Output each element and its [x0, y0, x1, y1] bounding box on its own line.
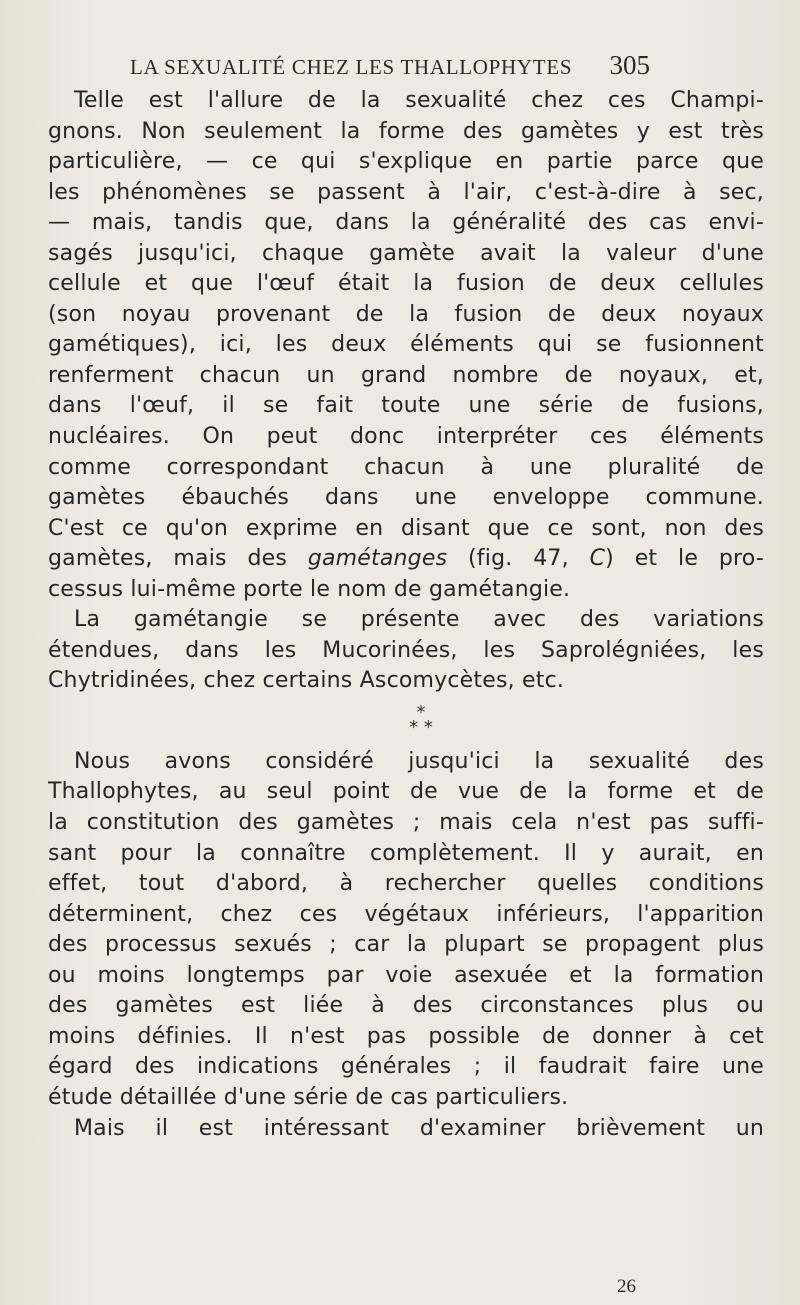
text-line: gamétiques), ici, les deux éléments qui se fusionnent: [48, 332, 764, 358]
text-fragment: ) et le pro-: [605, 546, 764, 572]
asterisk-bottom: * *: [409, 716, 433, 738]
text-line: nucléaires. On peut donc interpréter ces éléments: [48, 424, 764, 450]
body-text: [48, 86, 764, 1144]
text-line: Mais il est intéressant d'examiner brièvement un: [74, 1115, 764, 1141]
text-line: renferment chacun un grand nombre de noyaux, et,: [48, 362, 764, 388]
text-fragment: (fig. 47,: [447, 546, 590, 572]
text-line: particulière, — ce qui s'explique en partie parce que: [48, 149, 764, 175]
text-line: C'est ce qu'on exprime en disant que ce sont, non des: [48, 515, 764, 541]
text-line: Telle est l'allure de la sexualité chez ces Champi-: [74, 88, 764, 113]
running-head: [130, 50, 650, 81]
text-line-last: Chytridinées, chez certains Ascomycètes, etc.: [48, 668, 565, 694]
text-line-gametanges: [48, 544, 764, 575]
text-line: les phénomènes se passent à l'air, c'est-à-dire à sec,: [48, 179, 764, 205]
text-line: — mais, tandis que, dans la généralité des cas envi-: [48, 210, 764, 236]
text-line: ou moins longtemps par voie asexuée et la formation: [48, 962, 764, 988]
text-line: sant pour la connaître complètement. Il y aurait, en: [48, 840, 764, 866]
text-line: Thallophytes, au seul point de vue de la forme et de: [48, 779, 764, 805]
text-line: La gamétangie se présente avec des variations: [74, 607, 764, 633]
text-line: dans l'œuf, il se fait toute une série de fusions,: [48, 393, 764, 419]
signature-mark: 26: [617, 1276, 636, 1297]
term-gametanges: gamétanges: [307, 546, 448, 572]
paragraph-examiner: [48, 1114, 764, 1145]
text-line: cellule et que l'œuf était la fusion de deux cellules: [48, 271, 764, 297]
text-line: sagés jusqu'ici, chaque gamète avait la valeur d'une: [48, 240, 764, 266]
text-line-last: étude détaillée d'une série de cas particuliers.: [48, 1084, 569, 1110]
paragraph-gametangie: [48, 605, 764, 697]
asterisk-top: *: [416, 701, 426, 723]
page-number: 305: [609, 50, 650, 80]
section-separator: [48, 701, 764, 738]
text-line: des processus sexués ; car la plupart se propagent plus: [48, 932, 764, 958]
text-line: étendues, dans les Mucorinées, les Saprolégniées, les: [48, 637, 764, 663]
text-line: déterminent, chez ces végétaux inférieurs, l'apparition: [48, 901, 764, 927]
text-line: gnons. Non seulement la forme des gamètes y est très: [48, 118, 764, 144]
running-title: LA SEXUALITÉ CHEZ LES THALLOPHYTES: [130, 55, 573, 79]
text-line: effet, tout d'abord, à rechercher quelles conditions: [48, 871, 764, 897]
text-line: des gamètes est liée à des circonstances plus ou: [48, 993, 764, 1019]
text-line: comme correspondant chacun à une pluralité de: [48, 454, 764, 480]
figure-letter: C: [589, 546, 606, 572]
paragraph-sexualite-champignons: [48, 86, 764, 605]
text-line: égard des indications générales ; il faudrait faire une: [48, 1054, 764, 1080]
text-line: gamètes ébauchés dans une enveloppe commune.: [48, 485, 764, 511]
text-line: la constitution des gamètes ; mais cela n'est pas suffi-: [48, 810, 764, 836]
text-fragment: gamètes, mais des: [48, 546, 308, 572]
text-line-last: cessus lui-même porte le nom de gamétangie.: [48, 576, 571, 602]
text-line: (son noyau provenant de la fusion de deux noyaux: [48, 301, 764, 327]
text-line: Nous avons considéré jusqu'ici la sexualité des: [74, 748, 764, 774]
text-line: moins définies. Il n'est pas possible de donner à cet: [48, 1023, 764, 1049]
paragraph-conditions: [48, 747, 764, 1114]
